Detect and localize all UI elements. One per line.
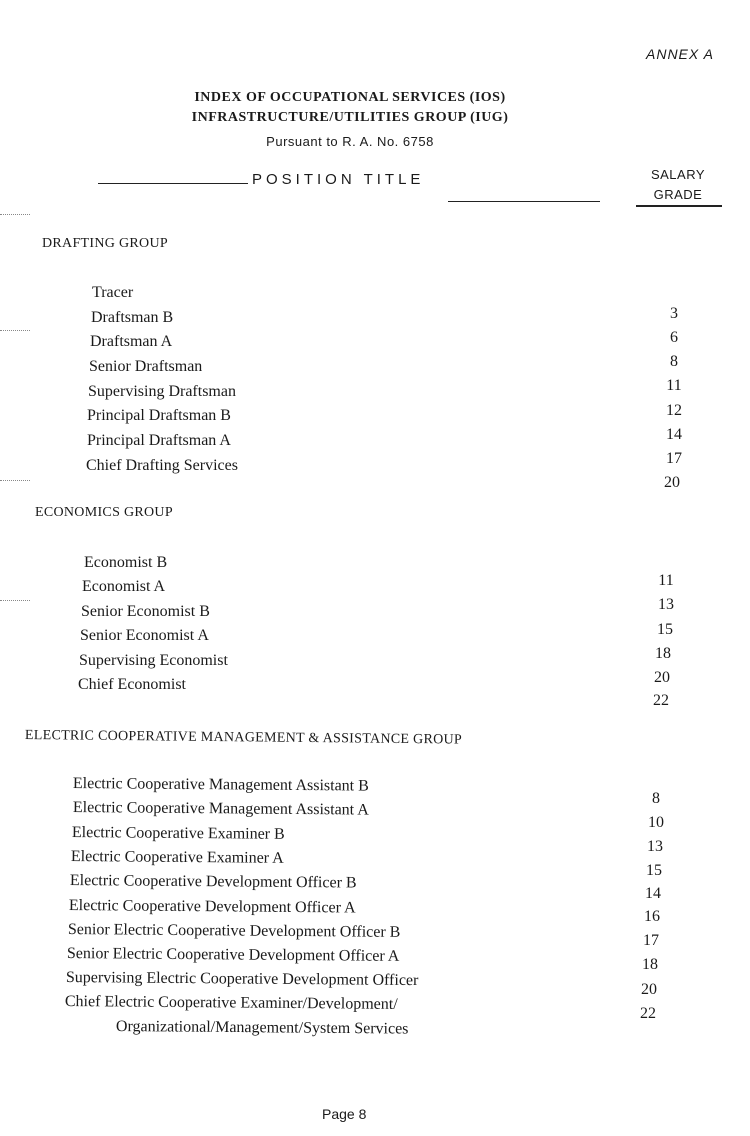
salary-header-line1: SALARY — [650, 167, 706, 182]
group-title-drafting: DRAFTING GROUP — [42, 236, 168, 251]
salary-grade: 18 — [655, 645, 671, 662]
list-item: Electric Cooperative Development Officer A — [68, 897, 356, 917]
document-subtitle: INFRASTRUCTURE/UTILITIES GROUP (IUG) — [191, 110, 509, 125]
scan-artifact — [0, 480, 30, 481]
salary-grade: 15 — [657, 621, 673, 638]
list-item: Senior Economist A — [80, 627, 209, 644]
salary-grade: 12 — [666, 402, 682, 419]
list-item: Supervising Electric Cooperative Development Officer — [65, 969, 419, 990]
salary-grade: 14 — [666, 426, 682, 443]
list-item: Senior Draftsman — [89, 358, 203, 375]
salary-grade: 13 — [647, 838, 663, 855]
list-item: Senior Electric Cooperative Development Officer A — [66, 945, 400, 965]
document-title: INDEX OF OCCUPATIONAL SERVICES (IOS) — [194, 90, 506, 105]
list-item: Draftsman B — [91, 309, 174, 326]
salary-grade: 8 — [670, 353, 678, 370]
list-item: Principal Draftsman A — [87, 432, 231, 449]
salary-grade: 8 — [652, 790, 660, 807]
list-item: Draftsman A — [90, 333, 173, 350]
page-number: Page 8 — [322, 1106, 367, 1122]
salary-grade: 14 — [645, 885, 661, 902]
list-item: Organizational/Management/System Services — [115, 1018, 409, 1038]
salary-header-rule — [636, 205, 722, 207]
list-item: Economist A — [82, 578, 166, 595]
list-item: Chief Drafting Services — [86, 457, 238, 474]
salary-grade: 10 — [648, 814, 664, 831]
list-item: Electric Cooperative Management Assistant B — [72, 775, 369, 795]
annex-label: ANNEX A — [646, 46, 714, 62]
scan-artifact — [0, 214, 30, 215]
salary-grade: 22 — [653, 692, 669, 709]
list-item: Economist B — [84, 554, 168, 571]
group-title-economics: ECONOMICS GROUP — [35, 505, 173, 520]
salary-grade: 11 — [666, 377, 682, 394]
list-item: Electric Cooperative Examiner A — [70, 848, 284, 867]
salary-grade: 15 — [646, 862, 662, 879]
salary-grade: 16 — [644, 908, 660, 925]
salary-grade: 11 — [658, 572, 674, 589]
salary-grade: 18 — [642, 956, 658, 973]
list-item: Senior Economist B — [81, 603, 210, 620]
list-item: Supervising Economist — [79, 652, 228, 669]
salary-grade: 3 — [670, 305, 678, 322]
salary-grade: 20 — [654, 669, 670, 686]
list-item: Tracer — [92, 284, 134, 301]
scan-artifact — [0, 600, 30, 601]
list-item: Senior Electric Cooperative Development Officer B — [67, 921, 401, 941]
salary-grade: 17 — [643, 932, 659, 949]
list-item: Supervising Draftsman — [88, 383, 236, 400]
header-rule-right — [448, 201, 600, 202]
legal-reference: Pursuant to R. A. No. 6758 — [266, 134, 434, 149]
position-title-header: POSITION TITLE — [252, 171, 425, 188]
list-item: Chief Electric Cooperative Examiner/Development/ — [64, 993, 398, 1013]
list-item: Electric Cooperative Examiner B — [71, 824, 285, 843]
salary-header-line2: GRADE — [653, 187, 703, 202]
list-item: Electric Cooperative Management Assistant A — [72, 799, 369, 819]
list-item: Chief Economist — [78, 676, 186, 693]
header-rule-left — [98, 183, 248, 184]
salary-grade: 6 — [670, 329, 678, 346]
salary-grade-header — [636, 165, 720, 205]
salary-grade: 22 — [640, 1005, 656, 1022]
scan-artifact — [0, 330, 30, 331]
list-item: Principal Draftsman B — [87, 407, 231, 424]
salary-grade: 20 — [641, 981, 657, 998]
list-item: Electric Cooperative Development Officer B — [69, 872, 357, 892]
salary-grade: 20 — [664, 474, 680, 491]
salary-grade: 13 — [658, 596, 674, 613]
salary-grade: 17 — [666, 450, 682, 467]
group-title-electric-cooperative: ELECTRIC COOPERATIVE MANAGEMENT & ASSISTANCE GROUP — [24, 728, 463, 748]
